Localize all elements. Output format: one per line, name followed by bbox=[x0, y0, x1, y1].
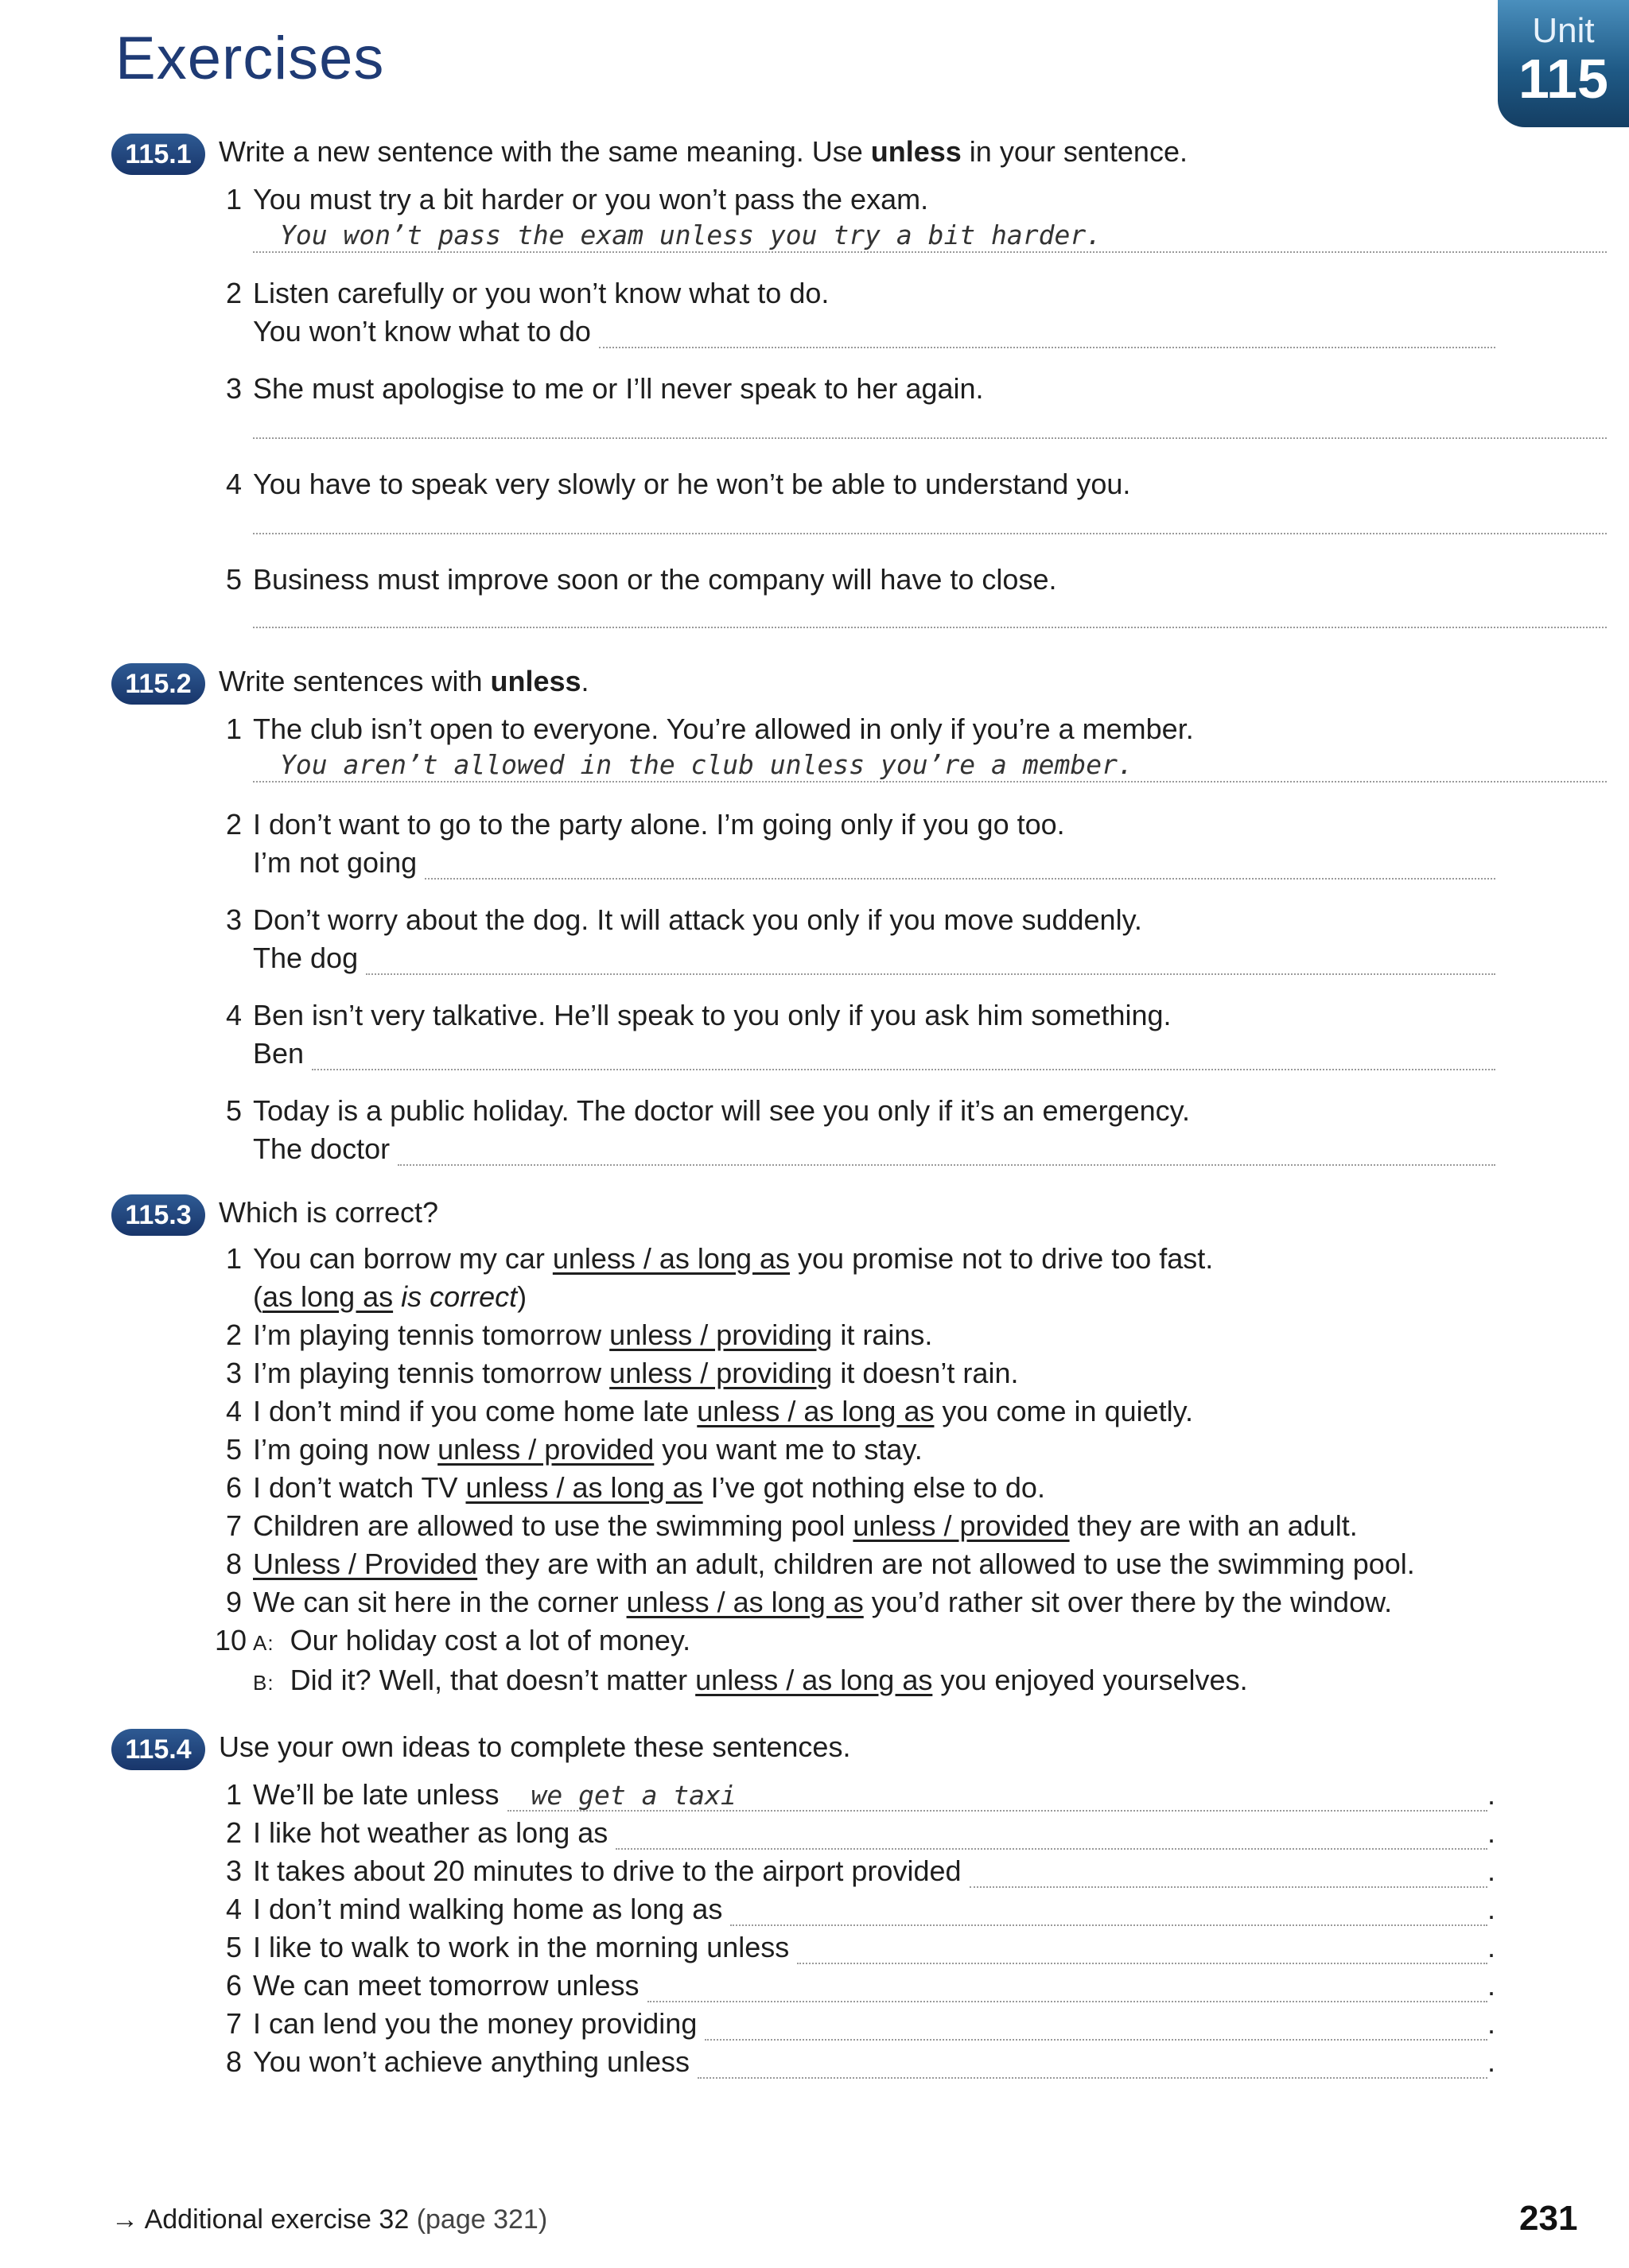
item-number: 7 bbox=[225, 2007, 242, 2040]
item-number: 9 bbox=[225, 1586, 242, 1618]
answer-prompt: The dog bbox=[253, 942, 359, 974]
item-number: 4 bbox=[225, 1893, 242, 1925]
page-reference: (page 321) bbox=[416, 2204, 548, 2235]
item-text: I don’t mind walking home as long as . bbox=[253, 1893, 1495, 1925]
answer-line[interactable] bbox=[616, 1824, 1487, 1850]
item-number: 3 bbox=[225, 903, 242, 936]
answer-line[interactable] bbox=[730, 1901, 1487, 1926]
answer-line[interactable] bbox=[253, 846, 1495, 880]
unit-label: Unit bbox=[1532, 11, 1595, 50]
item-text: We can sit here in the corner unless / as long as you’d rather sit over there by the window. bbox=[253, 1586, 1393, 1618]
example-answer: we get a taxi bbox=[531, 1780, 737, 1811]
item-text: I don’t watch TV unless / as long as I’ve got nothing else to do. bbox=[253, 1471, 1045, 1504]
choice-options[interactable]: unless / as long as bbox=[695, 1664, 933, 1696]
dotted-line bbox=[398, 1140, 1495, 1166]
item-text: You won’t achieve anything unless . bbox=[253, 2045, 1495, 2078]
link-text: Additional exercise 32 bbox=[144, 2204, 410, 2235]
item-text: We can meet tomorrow unless . bbox=[253, 1969, 1495, 2002]
answer-line[interactable] bbox=[970, 1862, 1487, 1888]
item-number: 4 bbox=[225, 999, 242, 1031]
item-number: 10 bbox=[215, 1624, 247, 1656]
item-text: The club isn’t open to everyone. You’re allowed in only if you’re a member. bbox=[253, 713, 1194, 745]
item-number: 2 bbox=[225, 277, 242, 309]
speaker-b-label: B: bbox=[253, 1671, 274, 1695]
item-text: I’m playing tennis tomorrow unless / providing it rains. bbox=[253, 1318, 933, 1351]
speaker-a-label: A: bbox=[253, 1631, 274, 1655]
item-text: Ben isn’t very talkative. He’ll speak to you only if you ask him something. bbox=[253, 999, 1172, 1031]
exercise-number-badge: 115.1 bbox=[111, 134, 205, 175]
item-text: Business must improve soon or the company will have to close. bbox=[253, 563, 1057, 596]
exercise-number-badge: 115.4 bbox=[111, 1729, 205, 1770]
item-text: A: Our holiday cost a lot of money. bbox=[253, 1624, 691, 1656]
item-number: 5 bbox=[225, 1433, 242, 1466]
item-text: I’m playing tennis tomorrow unless / providing it doesn’t rain. bbox=[253, 1357, 1019, 1389]
item-number: 2 bbox=[225, 808, 242, 841]
example-answer: You aren’t allowed in the club unless you’re a member. bbox=[280, 749, 1133, 780]
item-text: You can borrow my car unless / as long as you promise not to drive too fast. bbox=[253, 1242, 1214, 1275]
answer-line[interactable] bbox=[253, 1132, 1495, 1166]
answer-line[interactable] bbox=[253, 251, 1607, 253]
answer-prompt: The doctor bbox=[253, 1132, 391, 1165]
item-text: B: Did it? Well, that doesn’t matter unless / as long as you enjoyed yourselves. bbox=[253, 1664, 1248, 1696]
answer-line[interactable] bbox=[647, 1977, 1487, 2002]
unit-tab bbox=[1498, 0, 1629, 127]
answer-line[interactable] bbox=[705, 2015, 1487, 2041]
item-number: 7 bbox=[225, 1509, 242, 1542]
dotted-line bbox=[312, 1045, 1495, 1070]
item-text: Don’t worry about the dog. It will attack you only if you move suddenly. bbox=[253, 903, 1142, 936]
item-number: 5 bbox=[225, 1931, 242, 1963]
item-text: I’m going now unless / provided you want me to stay. bbox=[253, 1433, 923, 1466]
page-number: 231 bbox=[1519, 2199, 1578, 2238]
arrow-right-icon: → bbox=[111, 2204, 138, 2235]
example-answer: (as long as is correct) bbox=[253, 1280, 527, 1313]
exercise-number-badge: 115.2 bbox=[111, 663, 205, 705]
item-text: It takes about 20 minutes to drive to the airport provided . bbox=[253, 1854, 1495, 1887]
item-number: 4 bbox=[225, 1395, 242, 1427]
item-number: 8 bbox=[225, 1548, 242, 1580]
choice-options[interactable]: unless / provided bbox=[853, 1509, 1070, 1542]
item-number: 2 bbox=[225, 1318, 242, 1351]
item-number: 6 bbox=[225, 1969, 242, 2002]
item-text: I don’t want to go to the party alone. I’m going only if you go too. bbox=[253, 808, 1065, 841]
choice-options[interactable]: unless / providing bbox=[609, 1318, 833, 1351]
answer-line[interactable] bbox=[253, 627, 1607, 628]
item-number: 1 bbox=[225, 1242, 242, 1275]
item-number: 1 bbox=[225, 713, 242, 745]
choice-options[interactable]: unless / as long as bbox=[552, 1242, 791, 1275]
answer-line[interactable] bbox=[797, 1939, 1487, 1964]
item-number: 4 bbox=[225, 468, 242, 500]
item-number: 5 bbox=[225, 1094, 242, 1127]
item-text: I like to walk to work in the morning unless . bbox=[253, 1931, 1495, 1963]
item-text: She must apologise to me or I’ll never speak to her again. bbox=[253, 372, 984, 405]
item-number: 2 bbox=[225, 1816, 242, 1849]
answer-prompt: Ben bbox=[253, 1037, 305, 1070]
unit-number: 115 bbox=[1518, 48, 1608, 110]
answer-line[interactable] bbox=[253, 315, 1495, 348]
item-number: 3 bbox=[225, 1357, 242, 1389]
answer-line[interactable] bbox=[698, 2053, 1487, 2079]
item-text: Today is a public holiday. The doctor will see you only if it’s an emergency. bbox=[253, 1094, 1190, 1127]
exercise-instruction: Use your own ideas to complete these sentences. bbox=[219, 1730, 851, 1763]
item-text: I don’t mind if you come home late unless / as long as you come in quietly. bbox=[253, 1395, 1193, 1427]
choice-options[interactable]: unless / providing bbox=[609, 1357, 833, 1389]
dotted-line bbox=[599, 323, 1495, 348]
item-text: Unless / Provided they are with an adult, children are not allowed to use the swimming pool. bbox=[253, 1548, 1415, 1580]
item-text: Children are allowed to use the swimming pool unless / provided they are with an adult. bbox=[253, 1509, 1358, 1542]
answer-line[interactable] bbox=[253, 781, 1607, 783]
answer-prompt: You won’t know what to do bbox=[253, 315, 591, 348]
item-text: You have to speak very slowly or he won’t be able to understand you. bbox=[253, 468, 1131, 500]
answer-line[interactable] bbox=[253, 1037, 1495, 1070]
answer-prompt: I’m not going bbox=[253, 846, 418, 879]
item-number: 3 bbox=[225, 372, 242, 405]
item-text: I can lend you the money providing . bbox=[253, 2007, 1495, 2040]
choice-options[interactable]: unless / provided bbox=[437, 1433, 655, 1466]
item-text: You must try a bit harder or you won’t pass the exam. bbox=[253, 183, 929, 216]
item-number: 5 bbox=[225, 563, 242, 596]
exercise-instruction: Which is correct? bbox=[219, 1196, 439, 1229]
exercise-instruction: Write sentences with unless. bbox=[219, 665, 589, 697]
exercise-instruction: Write a new sentence with the same meaning. Use unless in your sentence. bbox=[219, 135, 1188, 168]
answer-line[interactable] bbox=[253, 533, 1607, 534]
item-number: 3 bbox=[225, 1854, 242, 1887]
example-answer: You won’t pass the exam unless you try a bit harder. bbox=[280, 219, 1102, 250]
exercise-number-badge: 115.3 bbox=[111, 1194, 205, 1236]
dotted-line bbox=[425, 854, 1495, 880]
item-text: I like hot weather as long as . bbox=[253, 1816, 1495, 1849]
item-number: 1 bbox=[225, 1778, 242, 1811]
choice-options[interactable]: Unless / Provided bbox=[253, 1548, 478, 1580]
item-number: 6 bbox=[225, 1471, 242, 1504]
item-text: Listen carefully or you won’t know what to do. bbox=[253, 277, 830, 309]
additional-exercise-link[interactable] bbox=[111, 2204, 547, 2235]
page-title: Exercises bbox=[115, 25, 385, 92]
choice-options[interactable]: unless / as long as bbox=[697, 1395, 935, 1427]
item-number: 8 bbox=[225, 2045, 242, 2078]
answer-line[interactable] bbox=[253, 437, 1607, 439]
dotted-line bbox=[366, 950, 1495, 975]
item-text: We’ll be late unless we get a taxi . bbox=[253, 1778, 1495, 1811]
choice-options[interactable]: unless / as long as bbox=[626, 1586, 864, 1618]
answer-line[interactable] bbox=[253, 942, 1495, 975]
answer-line[interactable] bbox=[507, 1780, 1487, 1812]
item-number: 1 bbox=[225, 183, 242, 216]
choice-options[interactable]: unless / as long as bbox=[465, 1471, 703, 1504]
